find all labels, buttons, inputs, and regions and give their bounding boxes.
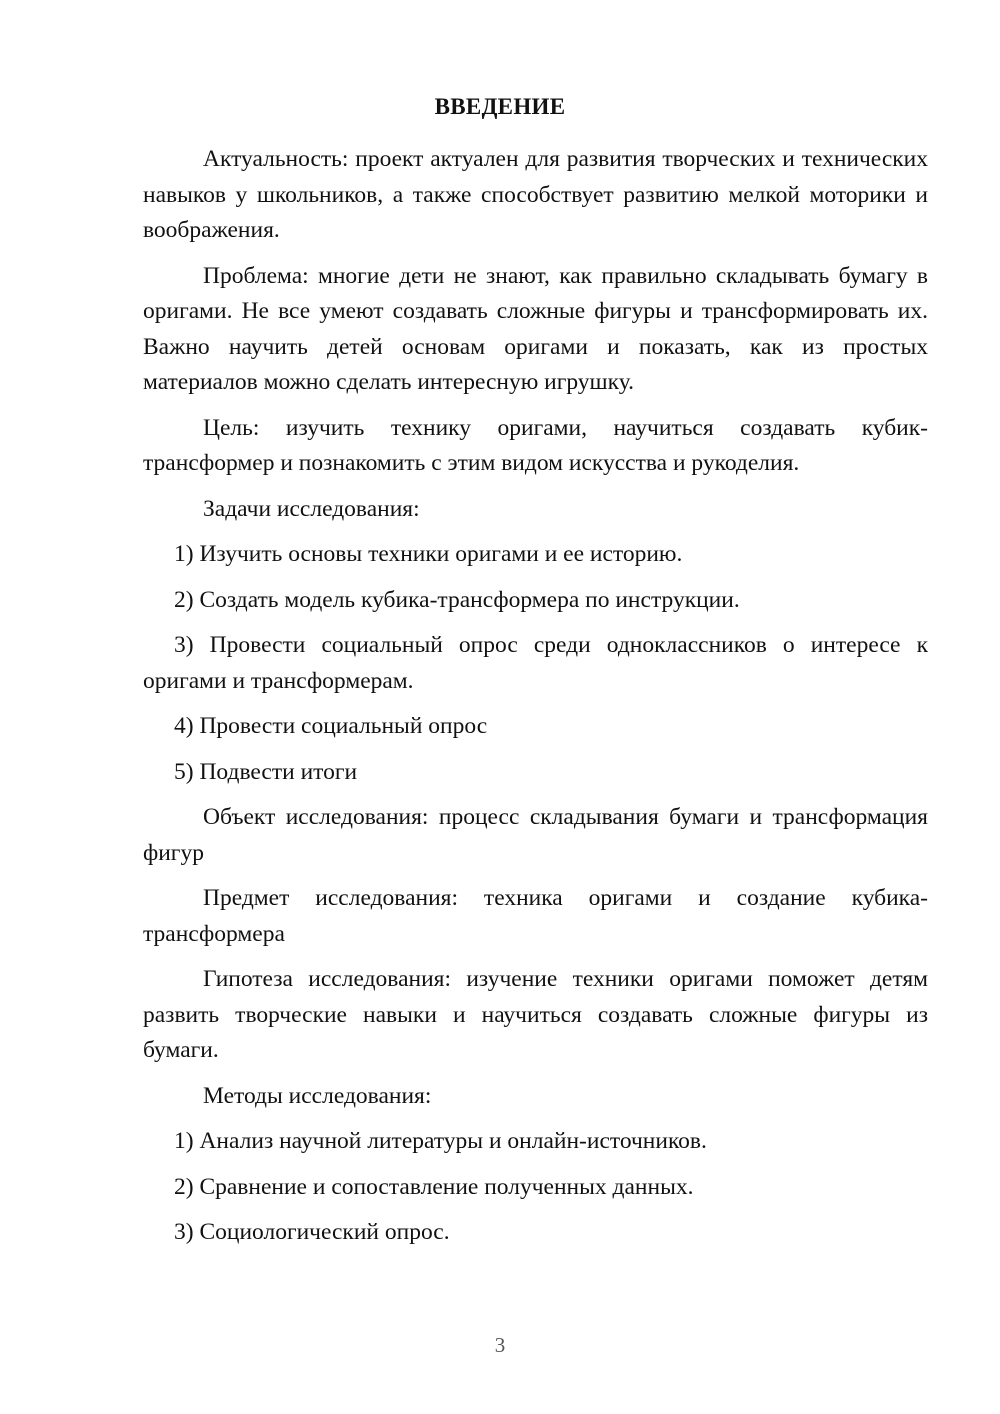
object-paragraph: Объект исследования: процесс складывания бумаги и трансформация фигур xyxy=(143,804,928,866)
task-item: 5) Подвести итоги xyxy=(174,758,358,785)
document-body xyxy=(143,142,928,1261)
page-number: 3 xyxy=(494,1333,506,1357)
task-item: 3) Провести социальный опрос среди одноклассников о интересе к оригами и трансформерам. xyxy=(143,632,928,694)
relevance-paragraph: Актуальность: проект актуален для развития творческих и технических навыков у школьников, а также способствует развитию мелкой моторики и воображения. xyxy=(143,146,928,243)
method-item: 3) Социологический опрос. xyxy=(174,1219,450,1245)
task-item: 1) Изучить основы техники оригами и ее историю. xyxy=(174,541,683,567)
task-item: 2) Создать модель кубика-трансформера по инструкции. xyxy=(174,586,740,613)
hypothesis-paragraph: Гипотеза исследования: изучение техники оригами поможет детям развить творческие навыки и научиться создавать сложные фигуры из бумаги. xyxy=(143,966,928,1063)
method-item: 1) Анализ научной литературы и онлайн-источников. xyxy=(174,1128,707,1154)
problem-paragraph: Проблема: многие дети не знают, как правильно складывать бумагу в оригами. Не все умеют создавать сложные фигуры и трансформировать их. Важно научить детей основам оригами и показать, как из простых материалов можно сделать интересную игрушку. xyxy=(143,262,928,395)
task-item: 4) Провести социальный опрос xyxy=(174,713,488,739)
page-title: ВВЕДЕНИЕ xyxy=(434,94,566,119)
method-item: 2) Сравнение и сопоставление полученных данных. xyxy=(174,1173,694,1200)
goal-paragraph: Цель: изучить технику оригами, научиться создавать кубик-трансформер и познакомить с этим видом искусства и рукоделия. xyxy=(143,414,928,476)
subject-paragraph: Предмет исследования: техника оригами и создание кубика-трансформера xyxy=(143,885,928,947)
methods-heading: Методы исследования: xyxy=(203,1082,432,1109)
tasks-heading: Задачи исследования: xyxy=(203,495,420,522)
